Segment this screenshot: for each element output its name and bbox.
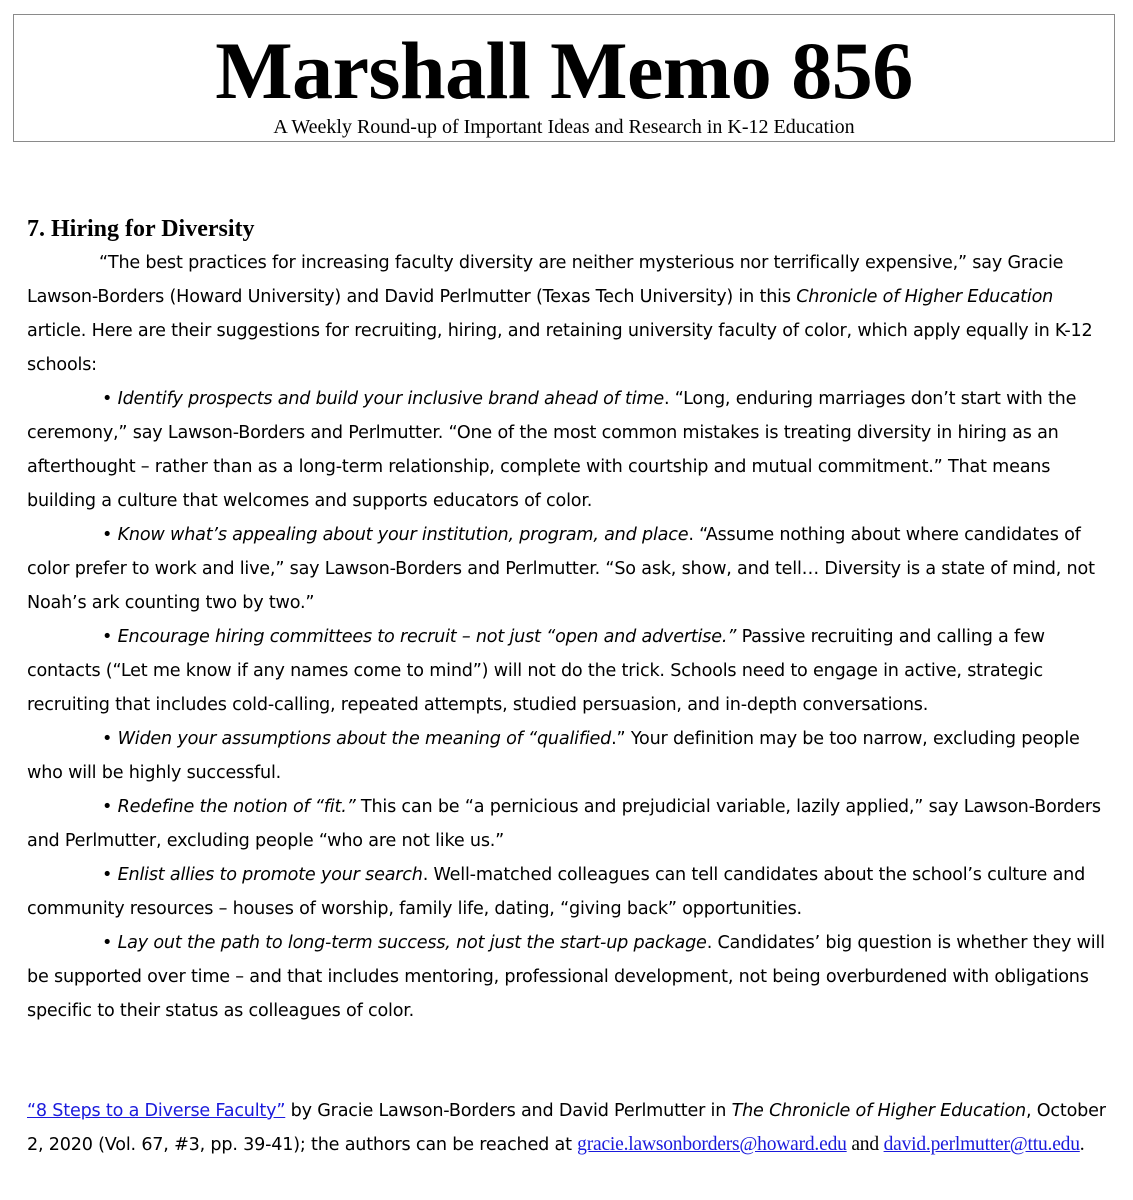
bullet-title: Enlist allies to promote your search [117,865,423,885]
citation-text [27,1094,1117,1162]
article [27,212,1117,1028]
bullet-marker: • [102,729,118,749]
bullet-item [27,620,1117,722]
citation-and: and [846,1134,884,1155]
bullet-title: Know what’s appealing about your institution, program, and place [117,525,689,545]
citation [27,1094,1117,1162]
email-link-lawson-borders[interactable]: gracie.lawsonborders@howard.edu [577,1134,847,1155]
bullet-marker: • [102,933,118,953]
bullet-marker: • [102,797,118,817]
bullet-item [27,722,1117,790]
bullet-body: This can be “a pernicious and prejudicial variable, lazily applied,” say Lawson-Borders and Perlmutter, excluding people “who are not like us.” [27,797,1101,851]
bullet-body: . Candidates’ big question is whether they will be supported over time – and that includes mentoring, professional development, not being overburdened with obligations specific to their status as colleagues of color. [27,933,1105,1021]
bullet-title: Widen your assumptions about the meaning of “qualified [117,729,612,749]
bullet-title: Identify prospects and build your inclusive brand ahead of time [117,389,664,409]
bullet-marker: • [102,865,118,885]
bullet-title: Redefine the notion of “fit.” [117,797,356,817]
bullet-body: Passive recruiting and calling a few contacts (“Let me know if any names come to mind”) will not do the trick. Schools need to engage in active, strategic recruiting that includes cold-calling, repeated attempts, studied persuasion, and in-depth conversations. [27,627,1045,715]
bullet-title: Lay out the path to long-term success, not just the start-up package [117,933,707,953]
bullet-title: Encourage hiring committees to recruit – not just “open and advertise.” [117,627,737,647]
article-heading: 7. Hiring for Diversity [27,216,255,242]
bullet-item [27,518,1117,620]
intro-publication: Chronicle of Higher Education [796,287,1054,307]
citation-journal: The Chronicle of Higher Education [731,1101,1026,1121]
citation-details: , October 2, 2020 (Vol. 67, #3, pp. 39-41); the authors can be reached at [27,1101,1106,1155]
bullet-item [27,382,1117,518]
bullet-item [27,858,1117,926]
citation-end: . [1079,1134,1085,1155]
intro-quote: “The best practices for increasing faculty diversity are neither mysterious nor terrifically expensive,” say Gracie Lawson-Borders (Howard University) and David Perlmutter (Texas Tech University) in this [27,253,1064,307]
bullet-item [27,790,1117,858]
bullet-body: .” Your definition may be too narrow, excluding people who will be highly successful. [27,729,1080,783]
intro-rest: article. Here are their suggestions for recruiting, hiring, and retaining university faculty of color, which apply equally in K-12 schools: [27,321,1093,375]
bullet-body: . Well-matched colleagues can tell candidates about the school’s culture and community resources – houses of worship, family life, dating, “giving back” opportunities. [27,865,1086,919]
masthead [13,14,1115,142]
bullet-body: . “Long, enduring marriages don’t start with the ceremony,” say Lawson-Borders and Perlmutter. “One of the most common mistakes is treating diversity in hiring as an afterthought – rather than as a long-term relationship, complete with courtship and mutual commitment.” That means building a culture that welcomes and supports educators of color. [27,389,1077,511]
article-intro [27,246,1117,382]
memo-title: Marshall Memo 856 [215,25,913,116]
bullet-item [27,926,1117,1028]
article-link[interactable]: “8 Steps to a Diverse Faculty” [27,1101,286,1121]
bullet-marker: • [102,525,118,545]
memo-subtitle: A Weekly Round-up of Important Ideas and Research in K-12 Education [273,116,855,138]
email-link-perlmutter[interactable]: david.perlmutter@ttu.edu [883,1134,1080,1155]
bullet-marker: • [102,627,118,647]
bullet-marker: • [102,389,118,409]
bullet-body: . “Assume nothing about where candidates of color prefer to work and live,” say Lawson-Borders and Perlmutter. “So ask, show, and tell… Diversity is a state of mind, not Noah’s ark counting two by two.” [27,525,1095,613]
citation-authors: by Gracie Lawson-Borders and David Perlmutter in [285,1101,732,1121]
